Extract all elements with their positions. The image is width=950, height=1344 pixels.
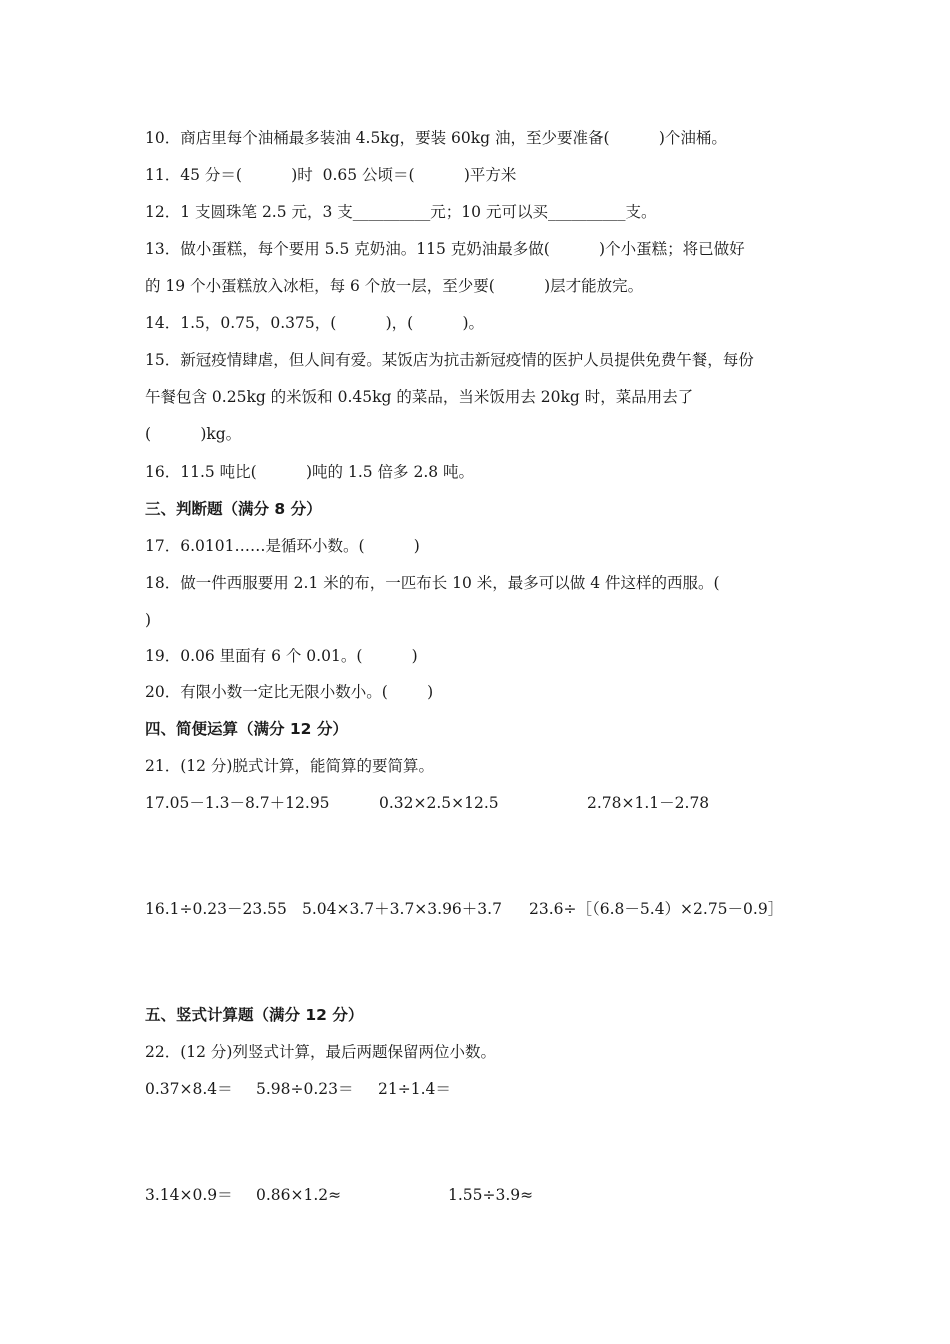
calc-21-2: 0.32×2.5×12.5 (379, 794, 499, 812)
calc-22-1: 0.37×8.4＝ (145, 1080, 233, 1098)
calc-22-5: 0.86×1.2≈ (256, 1186, 342, 1204)
question-21: 21．(12 分)脱式计算，能简算的要简算。 (145, 757, 434, 775)
question-10: 10．商店里每个油桶最多装油 4.5kg，要装 60kg 油，至少要准备( )个油桶。 (145, 129, 727, 147)
question-13-line1: 13．做小蛋糕，每个要用 5.5 克奶油。115 克奶油最多做( )个小蛋糕；将已做好 (145, 240, 745, 258)
question-22: 22．(12 分)列竖式计算，最后两题保留两位小数。 (145, 1043, 496, 1061)
question-19: 19．0.06 里面有 6 个 0.01。( ) (145, 647, 418, 665)
question-11: 11．45 分＝( )时 0.65 公顷＝( )平方米 (145, 166, 517, 184)
question-15-line2: 午餐包含 0.25kg 的米饭和 0.45kg 的菜品，当米饭用去 20kg 时，菜品用去了 (145, 388, 694, 406)
calc-22-4: 3.14×0.9＝ (145, 1186, 233, 1204)
calc-22-3: 21÷1.4＝ (378, 1080, 451, 1098)
section-5-heading: 五、竖式计算题（满分 12 分） (145, 1006, 364, 1024)
question-15-line1: 15．新冠疫情肆虐，但人间有爱。某饭店为抗击新冠疫情的医护人员提供免费午餐，每份 (145, 351, 754, 369)
calc-22-6: 1.55÷3.9≈ (448, 1186, 534, 1204)
calc-22-2: 5.98÷0.23＝ (256, 1080, 354, 1098)
calc-21-5: 5.04×3.7＋3.7×3.96＋3.7 (302, 900, 502, 918)
calc-21-1: 17.05－1.3－8.7＋12.95 (145, 794, 330, 812)
calc-21-6: 23.6÷［（6.8－5.4）×2.75－0.9］ (529, 900, 784, 918)
section-3-heading: 三、判断题（满分 8 分） (145, 500, 322, 518)
question-15-line3: ( )kg。 (145, 425, 242, 443)
question-12: 12．1 支圆珠笔 2.5 元，3 支__________元；10 元可以买__________支。 (145, 203, 657, 221)
question-17: 17．6.0101……是循环小数。( ) (145, 537, 420, 555)
question-20: 20．有限小数一定比无限小数小。( ) (145, 683, 434, 701)
question-13-line2: 的 19 个小蛋糕放入冰柜，每 6 个放一层，至少要( )层才能放完。 (145, 277, 644, 295)
section-4-heading: 四、简便运算（满分 12 分） (145, 720, 348, 738)
question-16: 16．11.5 吨比( )吨的 1.5 倍多 2.8 吨。 (145, 463, 475, 481)
question-14: 14．1.5，0.75，0.375，( )，( )。 (145, 314, 484, 332)
question-18-line1: 18．做一件西服要用 2.1 米的布，一匹布长 10 米，最多可以做 4 件这样的西服。( (145, 574, 720, 592)
question-18-line2: ) (145, 611, 152, 629)
calc-21-4: 16.1÷0.23－23.55 (145, 900, 287, 918)
calc-21-3: 2.78×1.1－2.78 (587, 794, 710, 812)
